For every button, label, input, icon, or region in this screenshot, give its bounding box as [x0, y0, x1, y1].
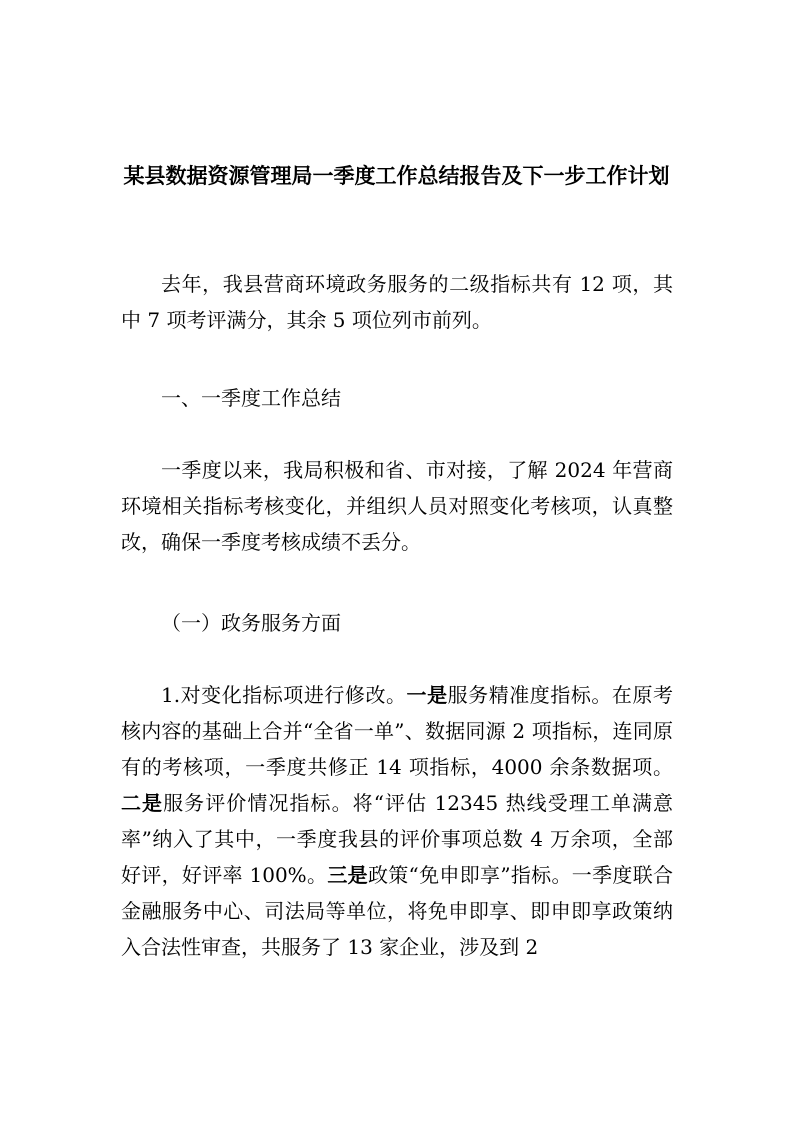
section-1-paragraph: 一季度以来，我局积极和省、市对接，了解 2024 年营商环境相关指标考核变化，并组织人员对照变化考核项，认真整改，确保一季度考核成绩不丢分。	[121, 458, 673, 554]
item-1-point-2-text: 服务评价情况指标。将“评估 12345 热线受理工单满意率”纳入了其中，一季度我县的评价事项总数 4 万余项，全部好评，好评率 100%。	[121, 791, 674, 887]
item-1-point-3-label: 三是	[327, 863, 368, 887]
section-heading-1: 一、一季度工作总结	[161, 386, 341, 410]
item-1-point-3-text: 政策“免申即享”指标。一季度联合金融服务中心、司法局等单位，将免申即享、即申即享政策纳入合法性审查，共服务了 13 家企业，涉及到 2	[121, 863, 674, 959]
item-1-point-2-label: 二是	[121, 791, 164, 815]
item-1-point-1-label: 一是	[406, 683, 448, 707]
item-1-paragraph	[121, 677, 673, 965]
item-1-point-1-text: 服务精准度指标。在原考核内容的基础上合并“全省一单”、数据同源 2 项指标，连同原有的考核项，一季度共修正 14 项指标，4000 余条数据项。	[121, 683, 674, 779]
subsection-heading-1: （一）政务服务方面	[161, 611, 341, 635]
item-1-lead: 1.对变化指标项进行修改。	[161, 683, 407, 707]
document-title: 某县数据资源管理局一季度工作总结报告及下一步工作计划	[123, 164, 670, 188]
intro-paragraph: 去年，我县营商环境政务服务的二级指标共有 12 项，其中 7 项考评满分，其余 5 项位列市前列。	[121, 272, 673, 332]
